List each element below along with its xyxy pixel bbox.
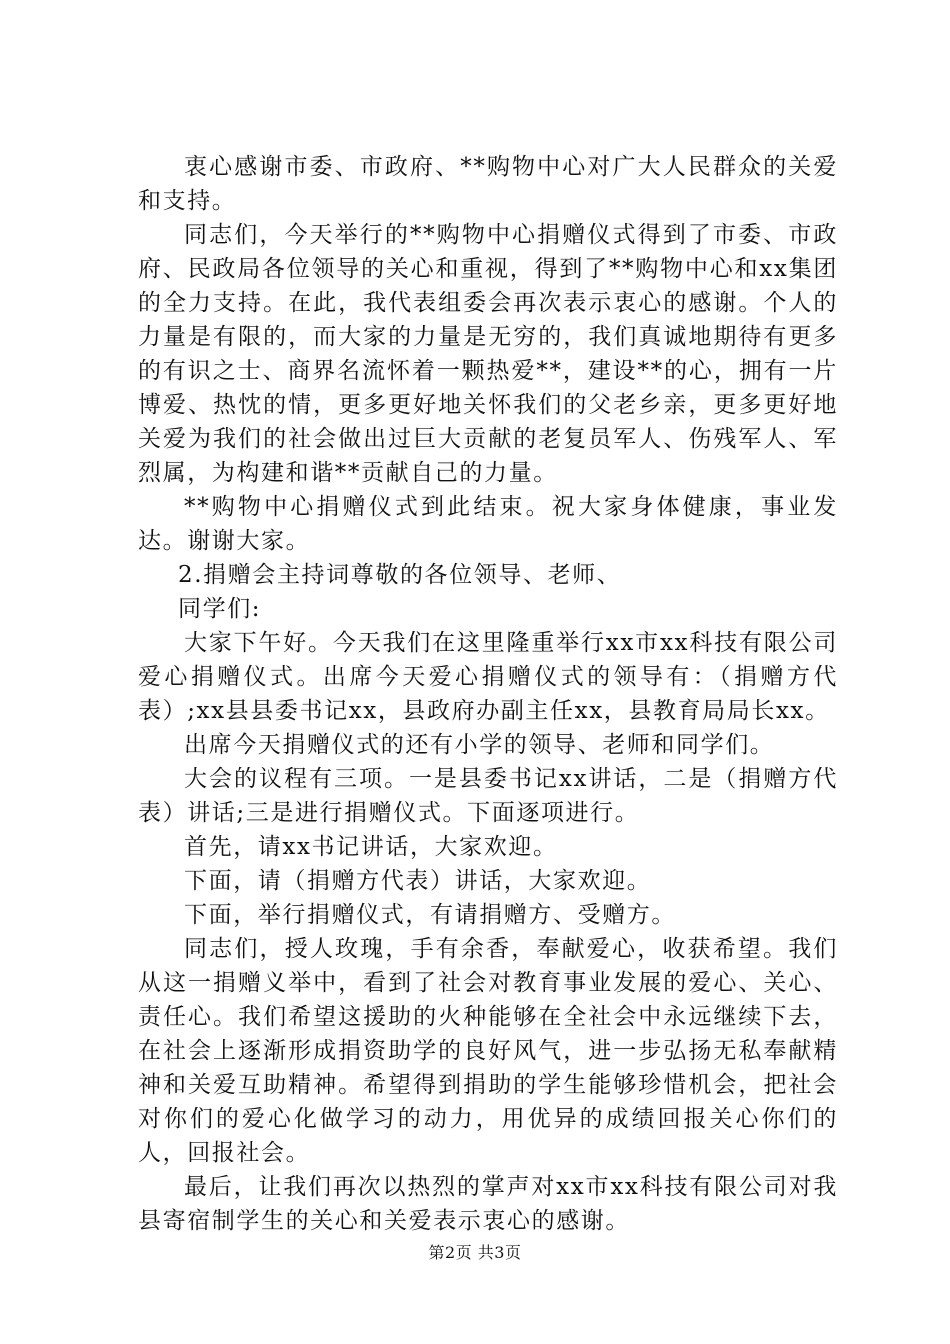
document-body [138,150,838,1238]
paragraph-agenda: 大会的议程有三项。一是县委书记xx讲话，二是（捐赠方代表）讲话;三是进行捐赠仪式。下面逐项进行。 [138,766,838,826]
paragraph-roses-fragrance: 同志们，授人玫瑰，手有余香，奉献爱心，收获希望。我们从这一捐赠义举中，看到了社会对教育事业发展的爱心、关心、责任心。我们希望这援助的火种能够在全社会中永远继续下去，在社会上逐渐形成捐资助学的良好风气，进一步弘扬无私奉献精神和关爱互助精神。希望得到捐助的学生能够珍惜机会，把社会对你们的爱心化做学习的动力，用优异的成绩回报关心你们的人，回报社会。 [138,936,838,1166]
paragraph-final-thanks: 最后，让我们再次以热烈的掌声对xx市xx科技有限公司对我县寄宿制学生的关心和关爱表示衷心的感谢。 [138,1174,838,1234]
paragraph-first-speech: 首先，请xx书记讲话，大家欢迎。 [184,834,558,860]
page-number-footer: 第2页 共3页 [428,1243,522,1262]
paragraph-thanks-support: 衷心感谢市委、市政府、**购物中心对广大人民群众的关爱和支持。 [138,154,838,214]
paragraph-students-greeting: 同学们: [178,596,262,622]
paragraph-donation-ceremony: 下面，举行捐赠仪式，有请捐赠方、受赠方。 [184,902,676,928]
paragraph-good-afternoon: 大家下午好。今天我们在这里隆重举行xx市xx科技有限公司爱心捐赠仪式。出席今天爱心捐赠仪式的领导有：（捐赠方代表）;xx县县委书记xx，县政府办副主任xx，县教育局局长xx。 [138,630,838,724]
paragraph-attendees: 出席今天捐赠仪式的还有小学的领导、老师和同学们。 [184,732,775,758]
section-heading-host-speech: 2.捐赠会主持词尊敬的各位领导、老师、 [178,562,622,588]
paragraph-donor-speech: 下面，请（捐赠方代表）讲话，大家欢迎。 [184,868,652,894]
paragraph-comrades-ceremony: 同志们，今天举行的**购物中心捐赠仪式得到了市委、市政府、民政局各位领导的关心和重视，得到了**购物中心和xx集团的全力支持。在此，我代表组委会再次表示衷心的感谢。个人的力量是有限的，而大家的力量是无穷的，我们真诚地期待有更多的有识之士、商界名流怀着一颗热爱**，建设**的心，拥有一片博爱、热忱的情，更多更好地关怀我们的父老乡亲，更多更好地关爱为我们的社会做出过巨大贡献的老复员军人、伤残军人、军烈属，为构建和谐**贡献自己的力量。 [138,222,838,486]
paragraph-ceremony-end: **购物中心捐赠仪式到此结束。祝大家身体健康，事业发达。谢谢大家。 [138,494,838,554]
